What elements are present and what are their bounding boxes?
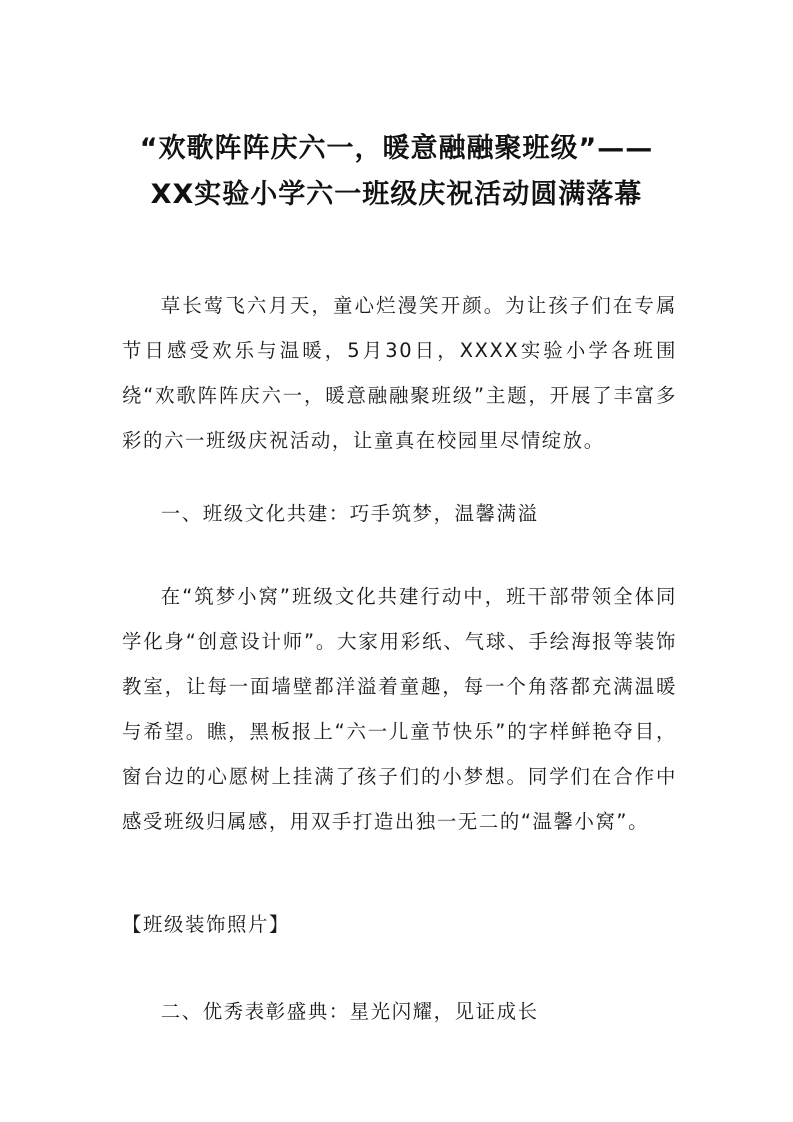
section-1-paragraph: 在“筑梦小窝”班级文化共建行动中，班干部带领全体同学化身“创意设计师”。大家用彩纸、气球、手绘海报等装饰教室，让每一面墙壁都洋溢着童趣，每一个角落都充满温暖与希望。瞧，黑板报上“六一儿童节快乐”的字样鲜艳夺目，窗台边的心愿树上挂满了孩子们的小梦想。同学们在合作中感受班级归属感，用双手打造出独一无二的“温馨小窝”。 xyxy=(122,585,677,833)
intro-paragraph: 草长莺飞六月天，童心烂漫笑开颜。为让孩子们在专属节日感受欢乐与温暖，5月30日，XXXX实验小学各班围绕“欢歌阵阵庆六一，暖意融融聚班级”主题，开展了丰富多彩的六一班级庆祝活动，让童真在校园里尽情绽放。 xyxy=(122,294,677,452)
document-title-line-1: “欢歌阵阵庆六一，暖意融融聚班级”—— xyxy=(139,133,654,164)
document-title-line-2: XX实验小学六一班级庆祝活动圆满落幕 xyxy=(150,179,643,210)
section-1-heading: 一、班级文化共建：巧手筑梦，温馨满溢 xyxy=(160,502,539,525)
photo-caption: 【班级装饰照片】 xyxy=(122,913,290,936)
section-2-heading: 二、优秀表彰盛典：星光闪耀，见证成长 xyxy=(160,1000,539,1023)
